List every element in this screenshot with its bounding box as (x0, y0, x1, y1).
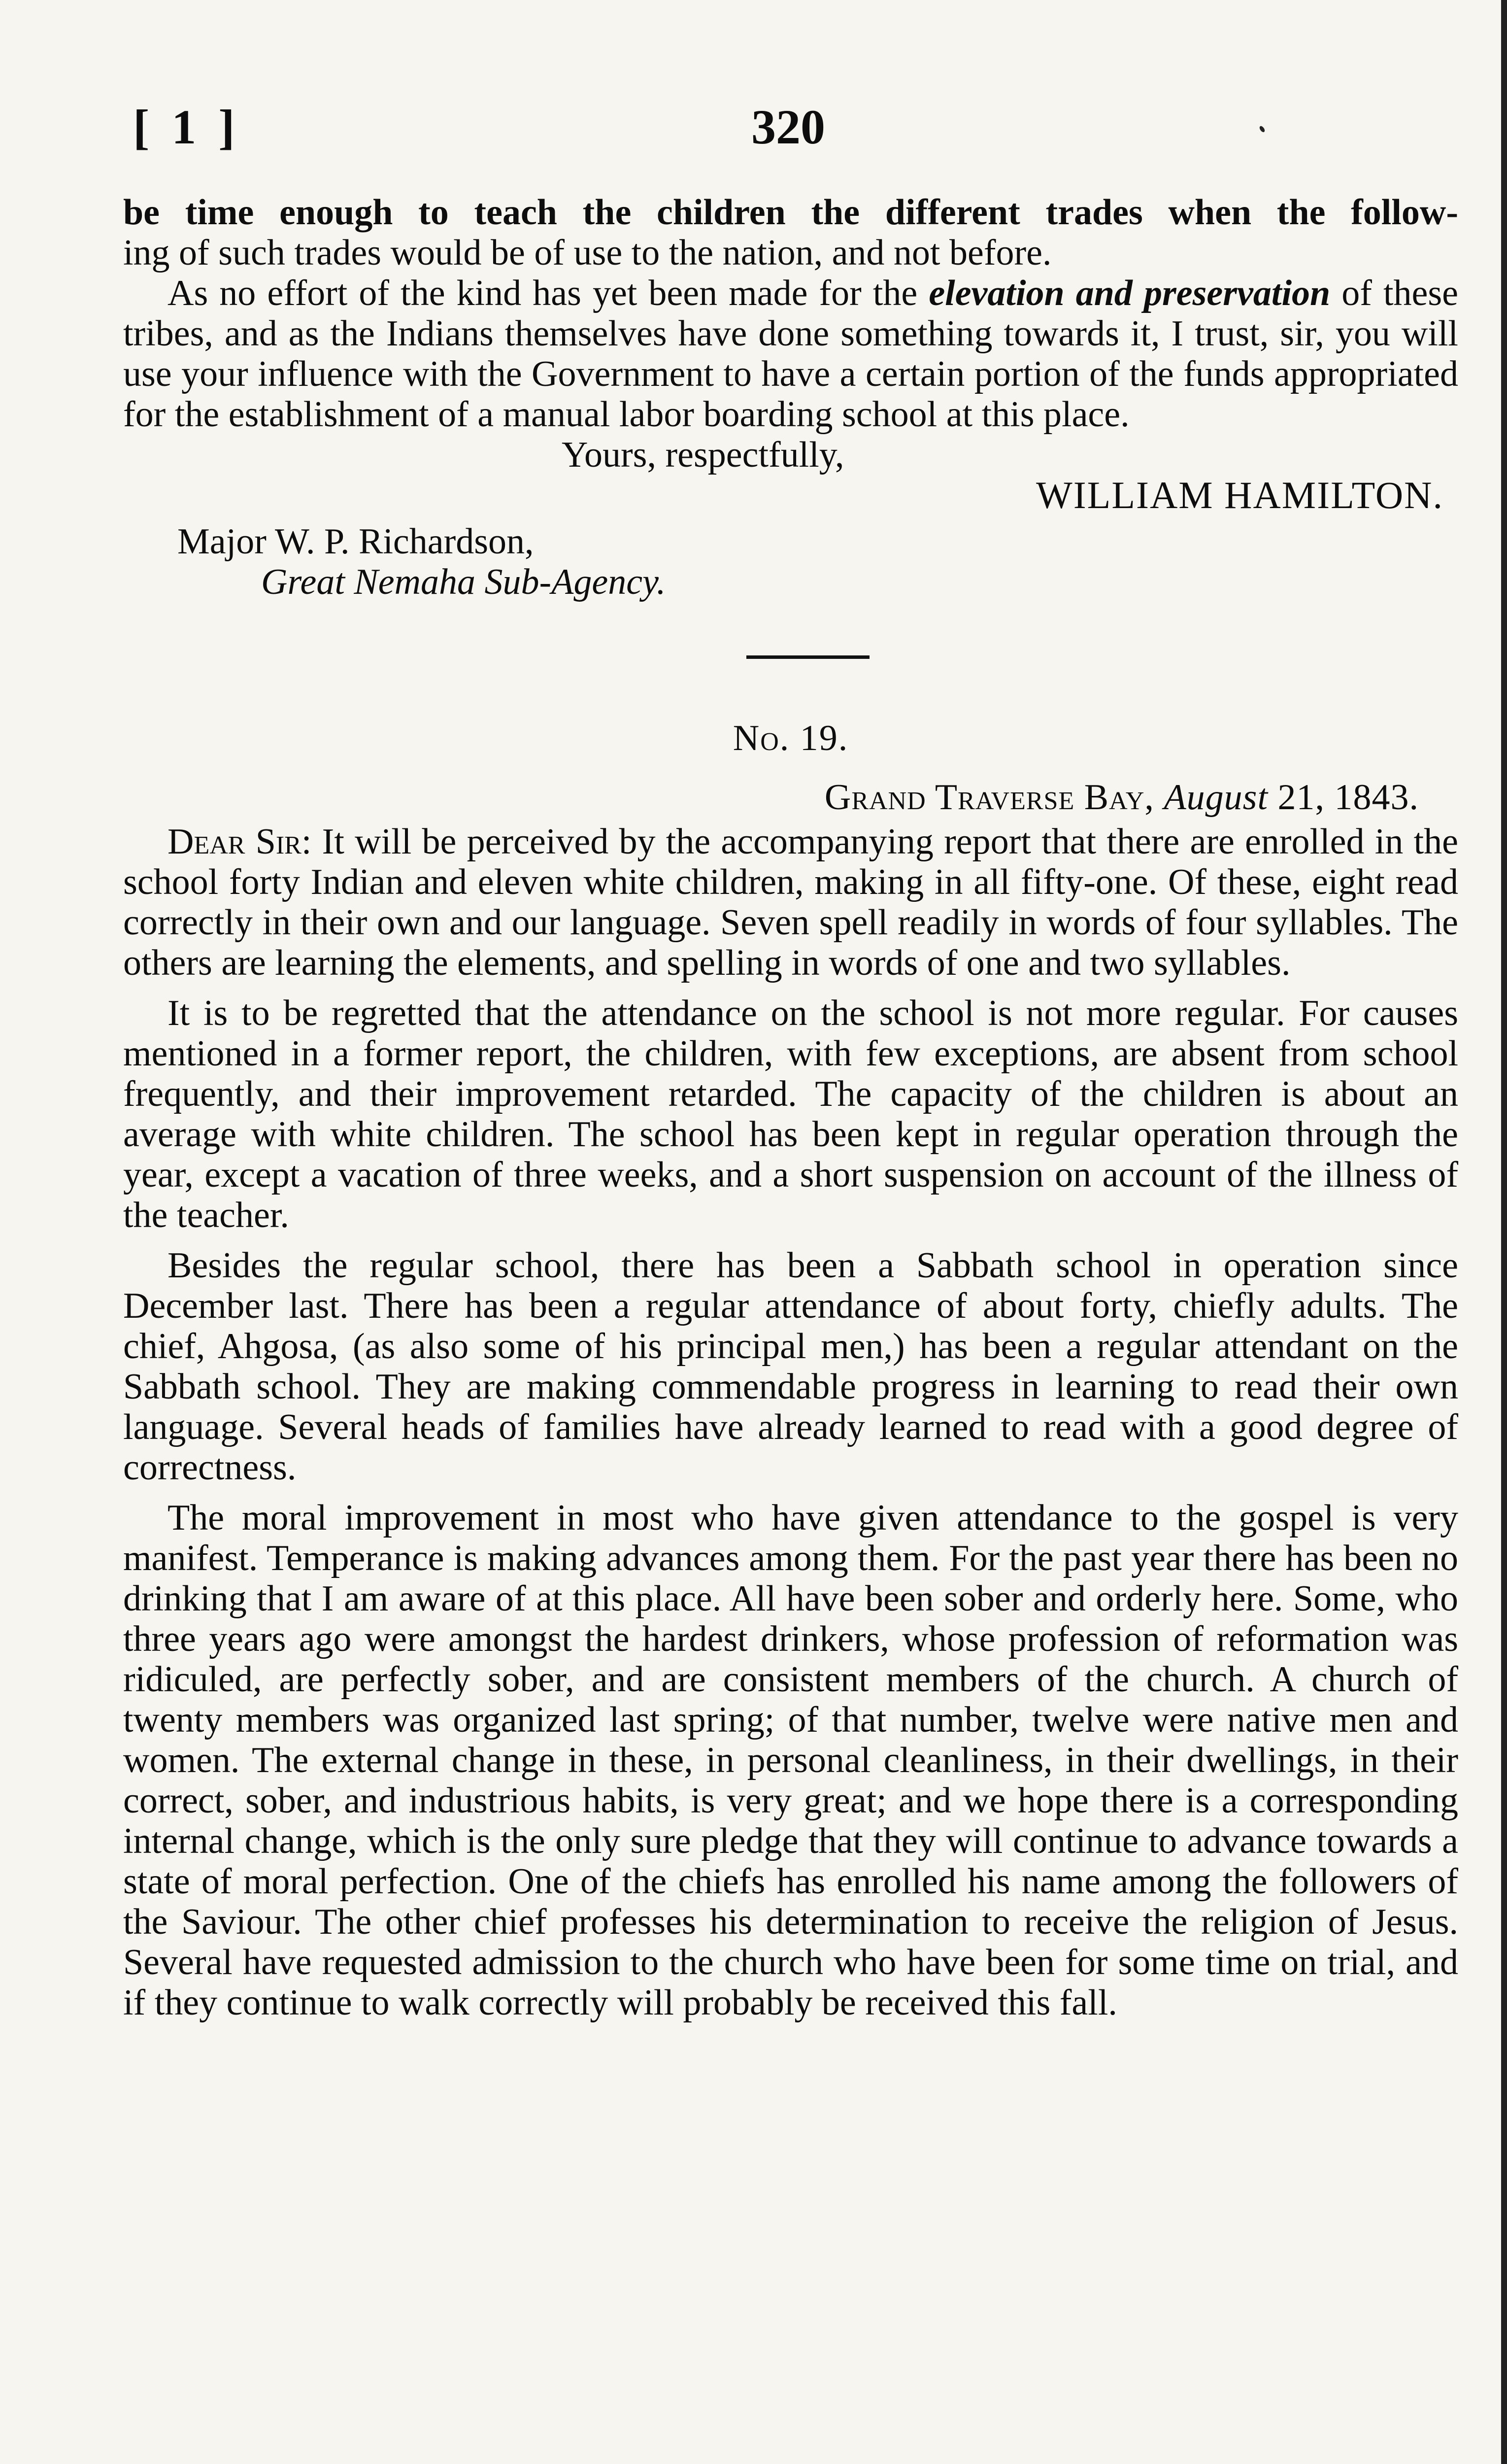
paragraph (123, 1245, 1458, 1488)
place-date (123, 777, 1458, 821)
paragraph-text: As no effort of the kind has yet been made for the (167, 273, 929, 313)
continued-text: ing of such trades would be of use to the nation, and not before. (123, 233, 1052, 273)
bracket-number: [ 1 ] (133, 100, 240, 154)
paragraph (123, 993, 1458, 1235)
emphasis-text: elevation and preservation (929, 273, 1331, 313)
paragraph-text: It will be perceived by the accompanying report that there are enrolled in the school forty Indian and eleven white children, making in all fifty-one. Of these, eight read correctly in their own and our language. Seven spell readily in words of four syllables. The others are learning the elements, and spelling in words of one and two syllables. (123, 821, 1458, 983)
document-number: No. 19. (733, 718, 849, 758)
paragraph-text: Besides the regular school, there has been a Sabbath school in operation since December last. There has been a regular attendance of about forty, chiefly adults. The chief, Ahgosa, (as also some of his principal men,) has been a regular attendant on the Sabbath school. They are making commendable progress in learning to read their own language. Several heads of families have already learned to read with a good degree of correctness. (123, 1245, 1458, 1488)
page-number: 320 (751, 100, 825, 154)
closing: Yours, respectfully, (562, 435, 844, 475)
date-month: August (1164, 777, 1268, 818)
section-divider (746, 655, 870, 659)
paragraph-text: of these tribes, and as the Indians themselves have done something towards it, I trust, sir, you will use your influence with the Government to have a certain portion of the funds appropriated for the establishment of a manual labor boarding school at this place. (123, 273, 1458, 435)
date-rest: 21, 1843. (1268, 777, 1419, 818)
addressee-office: Great Nemaha Sub-Agency. (261, 562, 666, 602)
paragraph (123, 1498, 1458, 2023)
place: Grand Traverse Bay, (824, 777, 1154, 818)
document-body (123, 192, 1458, 2023)
continued-text: be time enough to teach the children the different trades when the follow- (123, 192, 1458, 233)
paragraph-text: It is to be regretted that the attendance on the school is not more regular. For causes mentioned in a former report, the children, with few exceptions, are absent from school frequently, and their improvement retarded. The capacity of the children is about an average with white children. The school has been kept in regular operation through the year, except a vacation of three weeks, and a short suspension on account of the illness of the teacher. (123, 993, 1458, 1235)
paragraph (123, 821, 1458, 983)
signature-line (123, 475, 1458, 521)
paragraph (123, 273, 1458, 435)
signature: WILLIAM HAMILTON. (1036, 474, 1443, 516)
paragraph-text: The moral improvement in most who have given attendance to the gospel is very manifest. Temperance is making advances among them. For the past year there has been no drinking that I am aware of at this place. All have been sober and orderly here. Some, who three years ago were amongst the hardest drinkers, whose profession of reformation was ridiculed, are perfectly sober, and are consistent members of the church. A church of twenty members was organized last spring; of that number, twelve were native men and women. The external change in these, in personal cleanliness, in their dwellings, in their correct, sober, and industrious habits, is very great; and we hope there is a corresponding internal change, which is the only sure pledge that they will continue to advance towards a state of moral perfection. One of the chiefs has enrolled his name among the followers of the Saviour. The other chief professes his determination to receive the religion of Jesus. Several have requested admission to the church who have been for some time on trial, and if they continue to walk correctly will probably be received this fall. (123, 1498, 1458, 2023)
continued-text-line (123, 233, 1458, 273)
continued-text-line (123, 192, 1458, 233)
page-edge (1501, 0, 1507, 2464)
salutation: Dear Sir: (167, 821, 312, 862)
addressee-name: Major W. P. Richardson, (177, 521, 534, 562)
